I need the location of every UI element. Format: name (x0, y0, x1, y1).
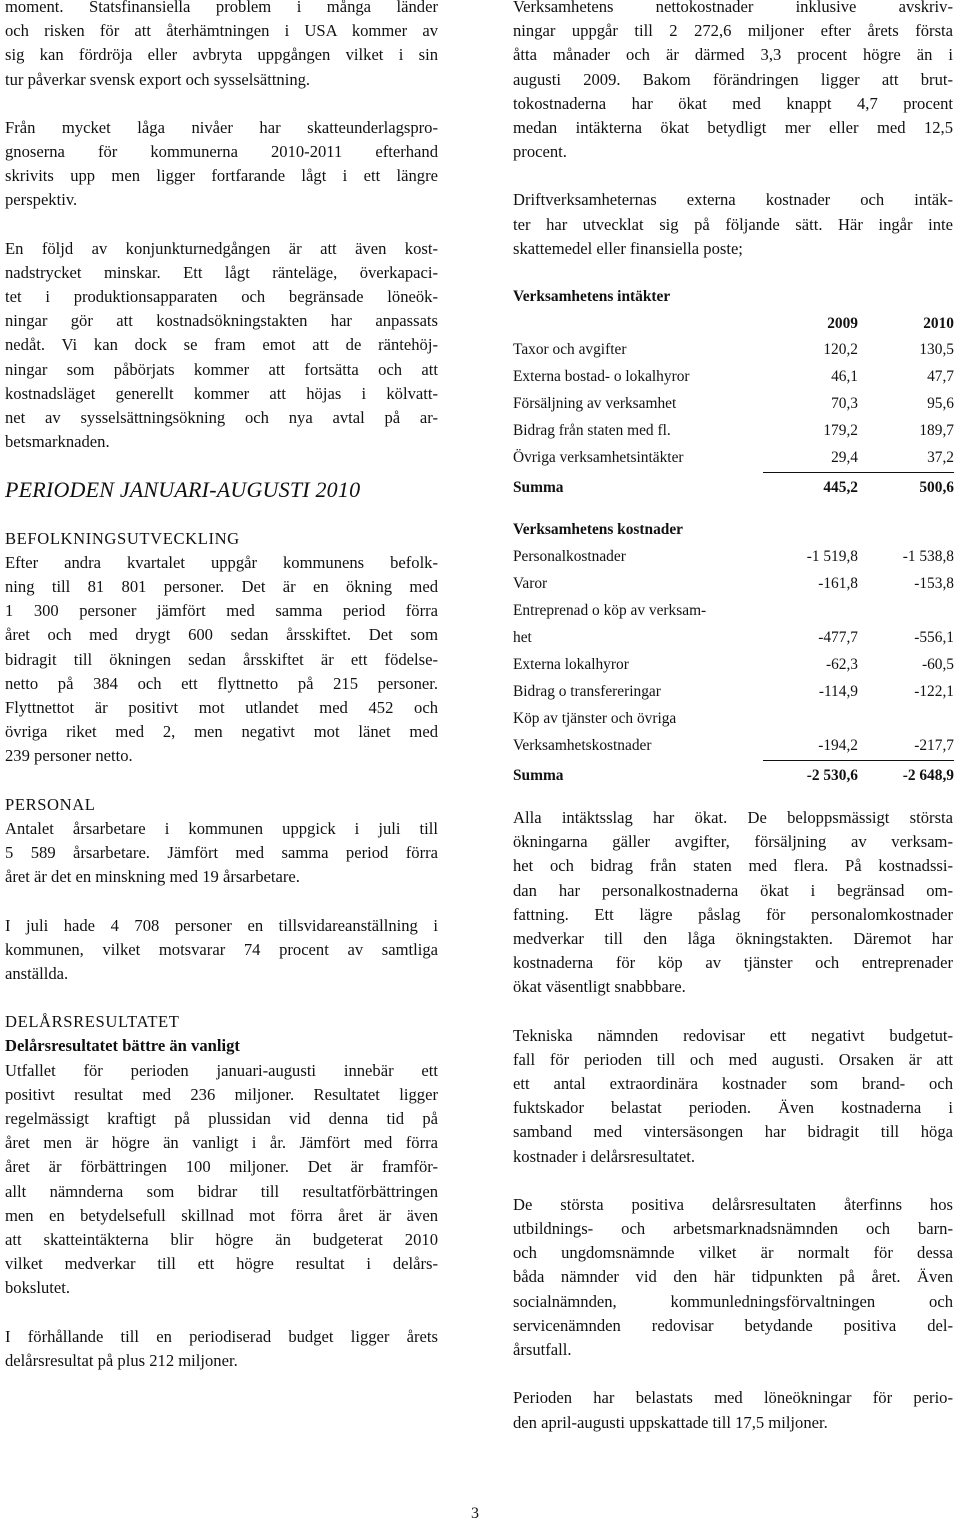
text-line: medan intäkterna ökat betydligt mer eller med 12,5 (513, 118, 953, 138)
text-line: ning till 81 801 personer. Det är en ökning med (5, 577, 438, 597)
cost-row (513, 679, 954, 706)
text-line: servicenämnden redovisar betydande positiva del- (513, 1315, 953, 1335)
income-row (513, 364, 954, 391)
cost-table (513, 516, 954, 792)
income-row (513, 337, 954, 364)
text-line: tokostnaderna har ökat med knappt 4,7 procent (513, 93, 953, 113)
cost-row (513, 652, 954, 679)
income-value-2009: 46,1 (831, 368, 858, 386)
text-line: kostnadsläget generellt kommer att höjas i kölvatt- (5, 383, 438, 403)
text-line: Verksamhetens nettokostnader inklusive avskriv- (513, 0, 953, 16)
cost-value-2010 (858, 598, 954, 625)
income-row (513, 418, 954, 445)
text-line: delårsresultat på plus 212 miljoner. (5, 1350, 238, 1370)
cost-sum-2010: -2 648,9 (902, 767, 954, 785)
text-line: 5 589 årsarbetare. Jämfört med samma period förra (5, 843, 438, 863)
befolkning-heading: BEFOLKNINGSUTVECKLING (5, 528, 240, 548)
text-line: övriga riket med 2, men negativt mot länet med (5, 722, 438, 742)
text-line: men en betydelsefull skillnad mot förra året är även (5, 1205, 438, 1225)
text-line: ter har utvecklat sig på följande sätt. Här ingår inte (513, 214, 953, 234)
text-line: bokslutet. (5, 1278, 70, 1298)
text-line: tet i produktionsapparaten och begränsade löneök- (5, 287, 438, 307)
text-line: vilket medverkar till ett högre resultat i delårs- (5, 1254, 438, 1274)
text-line: året men är högre än vanligt i år. Jämfört med förra (5, 1133, 438, 1153)
cost-value-2009 (763, 598, 858, 625)
text-line: I juli hade 4 708 personer en tillsvidareanställning i (5, 915, 438, 935)
text-line: Antalet årsarbetare i kommunen uppgick i juli till (5, 818, 438, 838)
income-sum-2009: 445,2 (823, 479, 858, 497)
delarsresultat-heading: DELÅRSRESULTATET (5, 1012, 180, 1032)
cost-row (513, 598, 954, 625)
drift-paragraph (513, 188, 953, 261)
text-line: perspektiv. (5, 190, 78, 210)
cost-value-2009 (763, 706, 858, 733)
text-line: netto på 384 och ett flyttnetto på 215 personer. (5, 673, 438, 693)
text-line: året är det en minskning med 19 årsarbetare. (5, 867, 300, 887)
personal-paragraph (5, 817, 438, 890)
cost-value-2010: -217,7 (858, 733, 954, 760)
text-line: gnoserna för kommunerna 2010-2011 efterhand (5, 142, 438, 162)
loneokningar-paragraph (513, 1386, 953, 1434)
text-line: utbildnings- och arbetsmarknadsnämnden och barn- (513, 1219, 953, 1239)
text-line: Tekniska nämnden redovisar ett negativt budgetut- (513, 1025, 953, 1045)
positiva-resultat-paragraph (513, 1193, 953, 1362)
personal-paragraph-2 (5, 914, 438, 987)
income-value-2010: 37,2 (858, 445, 954, 472)
income-value-2010: 47,7 (927, 368, 954, 386)
cost-value-2009: -1 519,8 (806, 548, 858, 566)
cost-table-title: Verksamhetens kostnader (513, 520, 684, 538)
text-line: augusti 2009. Bakom förändringen ligger att brut- (513, 69, 953, 89)
text-line: allt nämnderna som bidrar till resultatförbättringen (5, 1181, 438, 1201)
cost-sum-2009: -2 530,6 (806, 767, 858, 785)
text-line: En följd av konjunkturnedgången är att även kost- (5, 238, 438, 258)
text-line: ningar gör att kostnadsökningstakten har anpassats (5, 311, 438, 331)
income-value-2009: 70,3 (831, 395, 858, 413)
income-row (513, 445, 954, 472)
text-line: procent. (513, 142, 567, 162)
text-line: samband med vintersäsongen har bidragit till höga (513, 1122, 953, 1142)
text-line: ökat väsentligt snabbbare. (513, 977, 686, 997)
text-line: ökningarna gäller avgifter, försäljning av verksam- (513, 832, 953, 852)
income-value-2010: 130,5 (919, 341, 954, 359)
cost-row (513, 571, 954, 598)
text-line: medverkar till den låga ökningstakten. Däremot har (513, 929, 953, 949)
cost-value-2010: -153,8 (914, 575, 954, 593)
tekniska-paragraph (513, 1024, 953, 1169)
cost-value-2010 (858, 706, 954, 733)
text-line: fuktskador belastat perioden. Även kostnaderna i (513, 1098, 953, 1118)
text-line: och risken för att återhämtningen i USA kommer av (5, 21, 438, 41)
text-line: ningar som påbörjats kommer att fortsätta och att (5, 359, 438, 379)
text-line: nedåt. Vi kan dock se fram emot att de räntehöj- (5, 335, 438, 355)
text-line: net av sysselsättningsökning och nya avtal på ar- (5, 408, 438, 428)
text-line: skrivits upp men ligger fortfarande lågt i ett längre (5, 166, 438, 186)
income-value-2010: 189,7 (919, 422, 954, 440)
cost-label: Varor (513, 575, 548, 593)
left-column (5, 0, 438, 1373)
page-number: 3 (471, 1505, 479, 1522)
text-line: Driftverksamheternas externa kostnader och intäk- (513, 190, 953, 210)
cost-value-2009: -477,7 (818, 629, 858, 647)
income-table (513, 283, 954, 504)
text-line: regelmässigt kraftigt på plussidan vid denna tid på (5, 1108, 438, 1128)
text-line: sig kan fördröja eller avbryta uppgången vilket i sin (5, 45, 438, 65)
text-line: anställda. (5, 963, 69, 983)
text-line: bidragit till ökningen sedan årsskiftet är ett födelse- (5, 649, 438, 669)
text-line: kommunen, vilket motsvarar 74 procent av samtliga (5, 939, 438, 959)
text-line: betsmarknaden. (5, 432, 110, 452)
cost-row (513, 706, 954, 733)
income-col-2009: 2009 (827, 314, 858, 332)
text-line: I förhållande till en periodiserad budget ligger årets (5, 1326, 438, 1346)
cost-pressure-paragraph (5, 237, 438, 455)
text-line: Efter andra kvartalet uppgår kommunens befolk- (5, 552, 438, 572)
text-line: Alla intäktsslag har ökat. De beloppsmässigt största (513, 808, 953, 828)
text-line: båda nämnder vid den här tidpunkten på året. Även (513, 1267, 953, 1287)
cost-row (513, 544, 954, 571)
text-line: kostnader i delårsresultatet. (513, 1146, 696, 1166)
income-sum-2010: 500,6 (919, 479, 954, 497)
cost-value-2009: -194,2 (763, 733, 858, 760)
income-label: Taxor och avgifter (513, 341, 627, 359)
text-line: 1 300 personer jämfört med samma period förra (5, 601, 438, 621)
cost-value-2009: -114,9 (818, 683, 858, 701)
text-line: tur påverkar svensk export och sysselsättning. (5, 69, 311, 89)
text-line: 239 personer netto. (5, 746, 133, 766)
text-line: och ungdomsnämnde vilket är normalt för dessa (513, 1243, 953, 1263)
cost-row (513, 625, 954, 652)
income-value-2009: 29,4 (763, 445, 858, 472)
nettokostnader-paragraph (513, 0, 953, 164)
cost-value-2010: -122,1 (914, 683, 954, 701)
forecast-paragraph (5, 116, 438, 213)
cost-label: Bidrag o transfereringar (513, 683, 661, 701)
delarsresultat-paragraph-2 (5, 1325, 438, 1373)
text-line: Perioden har belastats med löneökningar för perio- (513, 1388, 953, 1408)
cost-label: Personalkostnader (513, 548, 626, 566)
text-line: ett antal extraordinära kostnader som brand- och (513, 1074, 953, 1094)
text-line: ningar uppgår till 2 272,6 miljoner efter årets första (513, 21, 953, 41)
cost-label: Externa lokalhyror (513, 656, 629, 674)
text-line: årsutfall. (513, 1340, 572, 1360)
text-line: skattemedel eller finansiella poste; (513, 238, 743, 258)
income-value-2009: 179,2 (823, 422, 858, 440)
cost-row (513, 733, 954, 760)
text-line: Från mycket låga nivåer har skatteunderlagspro- (5, 117, 438, 137)
income-table-title: Verksamhetens intäkter (513, 287, 671, 305)
income-value-2010: 95,6 (927, 395, 954, 413)
cost-value-2010: -1 538,8 (902, 548, 954, 566)
cost-label: Köp av tjänster och övriga (513, 710, 677, 728)
text-line: fattning. Ett lägre påslag för personalomkostnader (513, 904, 953, 924)
befolkning-paragraph (5, 551, 438, 769)
right-column (513, 0, 953, 1435)
text-line: nadstrycket minskar. Ett lågt ränteläge, överkapaci- (5, 262, 438, 282)
text-line: moment. Statsfinansiella problem i många länder (5, 0, 438, 16)
text-line: kostnaderna för köp av tjänster och entreprenader (513, 953, 953, 973)
personal-heading: PERSONAL (5, 794, 96, 814)
cost-value-2009: -62,3 (825, 656, 858, 674)
text-line: fall för perioden till och med augusti. Orsaken är att (513, 1049, 953, 1069)
text-line: åtta månader och är därmed 3,3 procent högre än i (513, 45, 953, 65)
cost-value-2010: -60,5 (921, 656, 954, 674)
income-sum-label: Summa (513, 478, 564, 496)
cost-label: Entreprenad o köp av verksam- (513, 602, 707, 620)
text-line: positivt resultat med 236 miljoner. Resultatet ligger (5, 1084, 438, 1104)
income-label: Försäljning av verksamhet (513, 395, 677, 413)
intro-paragraph (5, 0, 438, 92)
text-line: Flyttnettot är positivt mot utlandet med 452 och (5, 698, 438, 718)
income-label: Bidrag från staten med fl. (513, 422, 671, 440)
text-line: året och med drygt 600 sedan årsskiftet. Det som (5, 625, 438, 645)
section-title: PERIODEN JANUARI-AUGUSTI 2010 (5, 477, 361, 503)
income-row (513, 391, 954, 418)
income-value-2009: 120,2 (823, 341, 858, 359)
text-line: het och bidrag från staten med flera. På kostnadssi- (513, 856, 953, 876)
cost-label: het (513, 629, 532, 647)
cost-sum-label: Summa (513, 766, 564, 784)
text-line: året är förbättringen 100 miljoner. Det är framför- (5, 1157, 438, 1177)
cost-label: Verksamhetskostnader (513, 737, 652, 755)
intakter-comment-paragraph (513, 806, 953, 1000)
income-col-2010: 2010 (923, 314, 954, 332)
text-line: Utfallet för perioden januari-augusti innebär ett (5, 1060, 438, 1080)
text-line: dan har personalkostnaderna ökat i begränsad om- (513, 880, 953, 900)
cost-value-2010: -556,1 (914, 629, 954, 647)
cost-value-2009: -161,8 (818, 575, 858, 593)
text-line: De största positiva delårsresultaten återfinns hos (513, 1194, 953, 1214)
income-label: Övriga verksamhetsintäkter (513, 449, 684, 467)
text-line: den april-augusti uppskattade till 17,5 miljoner. (513, 1412, 828, 1432)
delarsresultat-subheading: Delårsresultatet bättre än vanligt (5, 1036, 240, 1056)
income-label: Externa bostad- o lokalhyror (513, 368, 690, 386)
text-line: att skatteintäkterna blir högre än budgeterat 2010 (5, 1229, 438, 1249)
text-line: socialnämnden, kommunledningsförvaltningen och (513, 1291, 953, 1311)
delarsresultat-paragraph (5, 1059, 438, 1301)
